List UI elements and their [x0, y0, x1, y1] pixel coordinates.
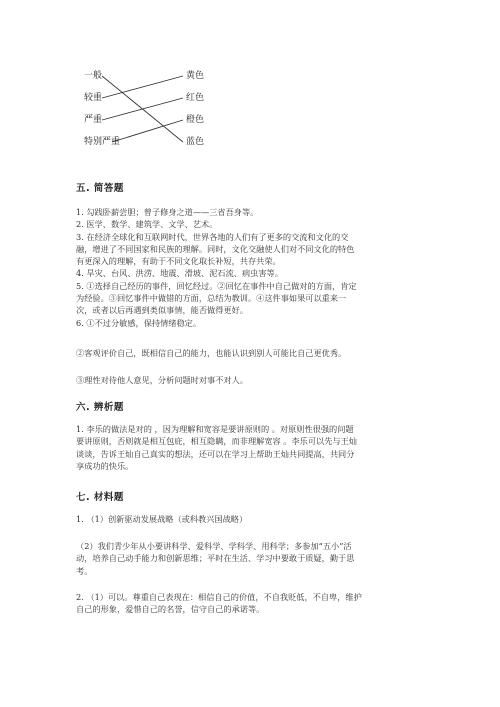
color-label: 蓝色 [186, 137, 205, 147]
text-line: 融，增进了不同国家和民族的理解。同时，文化交融使人们对不同文化的特色 [76, 243, 355, 254]
text-line: 2. 医学、数学、建筑学、文学、艺术。 [76, 219, 218, 230]
text-line: 6. ①不过分敏感，保持情绪稳定。 [76, 317, 202, 328]
connector-line [102, 76, 183, 98]
level-label: 一般 [84, 71, 103, 81]
level-label: 特别严重 [84, 137, 121, 147]
answer-paragraph [76, 347, 428, 359]
text-line: ②客观评价自己，既相信自己的能力，也能认识到别人可能比自己更优秀。 [76, 348, 347, 358]
text-line: ③理性对待他人意见，分析问题时对事不对人。 [76, 375, 248, 385]
text-line: （2）我们青少年从小要讲科学、爱科学、学科学、用科学；多参加“五小”活 [76, 541, 352, 551]
color-label: 黄色 [186, 71, 205, 81]
text-line: 次，或者以后再遇到类似事情，能否做得更好。 [76, 305, 248, 316]
level-label: 严重 [84, 115, 103, 125]
color-label: 橙色 [186, 115, 205, 125]
text-line: 考。 [76, 565, 93, 576]
text-line: 1. （1）创新驱动发展战略（或科教兴国战略） [76, 514, 248, 524]
text-line: 5. ①选择自己经历的事件，回忆经过。②回忆在事件中自己做对的方面，肯定 [76, 280, 357, 291]
answer-paragraph [76, 423, 428, 472]
section-heading: 五. 简答题 [76, 183, 124, 194]
answer-paragraph [76, 513, 428, 525]
connector-line [112, 120, 183, 142]
section-heading: 六. 辨析题 [76, 402, 124, 413]
matching-diagram [80, 68, 230, 150]
answer-paragraph [76, 591, 428, 616]
answer-paragraph [76, 374, 428, 386]
answer-paragraph [76, 540, 428, 577]
text-line: 享成功的快乐。 [76, 460, 134, 471]
color-label: 红色 [186, 93, 205, 103]
text-line: 2. （1）可以。尊重自己表现在：相信自己的价值，不自我贬低，不自卑，维护 [76, 592, 362, 602]
answer-paragraph [76, 206, 428, 329]
text-line: 自己的形象，爱惜自己的名誉，信守自己的承诺等。 [76, 604, 265, 615]
text-line: 为经验。③回忆事件中做错的方面，总结为教训。④这件事如果可以重来一 [76, 293, 347, 304]
text-line: 1. 李乐的做法是对的 ，因为理解和宽容是要讲原则的 。对原则性很强的问题 [76, 424, 354, 434]
text-line: 1. 勾践卧薪尝胆；曾子修身之道——三省吾身等。 [76, 207, 259, 217]
text-line: 要讲原则，否则就是相互包庇，相互隐瞒，而非理解宽容 。李乐可以先与王灿 [76, 436, 357, 447]
section-heading: 七. 材料题 [76, 492, 124, 503]
text-line: 有更深入的理解，有助于不同文化取长补短，共存共荣。 [76, 256, 281, 267]
text-line: 4. 旱灾、台风、洪涝、地震、滑坡、泥石流、病虫害等。 [76, 268, 283, 279]
text-line: 动，培养自己动手能力和创新思维；平时在生活、学习中要敢于质疑，勤于思 [76, 553, 355, 564]
connector-line [102, 98, 183, 120]
level-label: 较重 [84, 93, 103, 103]
text-line: 谈谈，告诉王灿自己真实的想法，还可以在学习上帮助王灿共同提高，共同分 [76, 448, 355, 459]
text-line: 3. 在经济全球化和互联网时代，世界各地的人们有了更多的交流和文化的交 [76, 231, 349, 242]
